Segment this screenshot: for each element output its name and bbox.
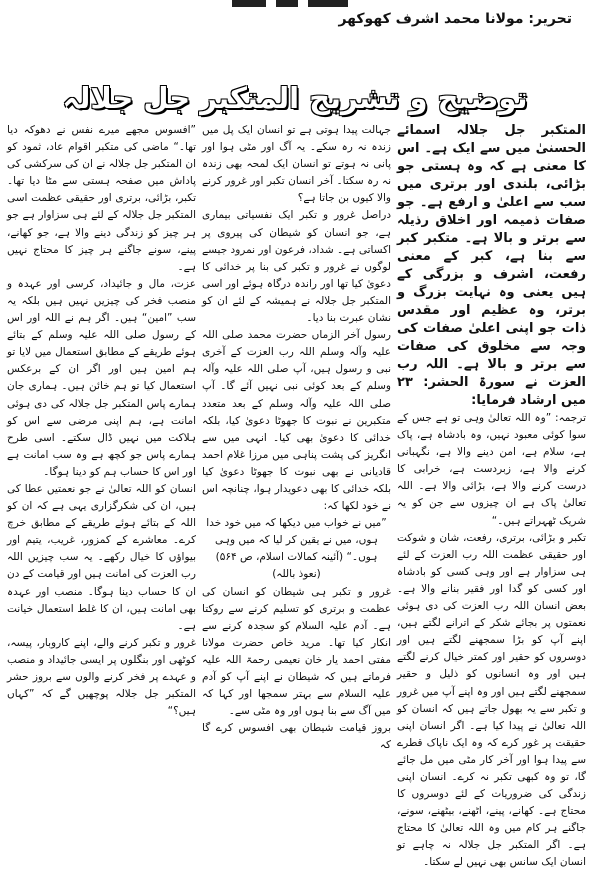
clipped-heading-fragment — [200, 0, 380, 8]
paragraph: دراصل غرور و تکبر ایک نفسیاتی بیماری ہے، جو انسان کو شیطان کی پیروی پر اکساتی ہے۔ شداد، فرعون اور نمرود جیسے لوگوں نے غرور و تکبر کی بنا پر خدائی کا دعویٰ کیا تھا اور راندہ درگاہ ہوئے اور اسی المتکبر جل جلالہ نے ہمیشہ کے لئے ان کو نشان عبرت بنا دیا۔ — [202, 209, 391, 325]
quran-translation: ترجمہ: ”وہ اللہ تعالیٰ وہی تو ہے جس کے سوا کوئی معبود نہیں، وہ بادشاہ ہے، پاک ہے، سلام ہے، امن دینے والا ہے، نگہبانی کرنے والا ہے، زبردست ہے، خرابی کا درست کرنے والا ہے، بڑائی والا ہے۔ اللہ تعالیٰ پاک ہے ان چیزوں سے جن کو یہ شریک ٹھہراتے ہیں۔“ — [397, 412, 586, 527]
paragraph: غرور و تکبر ہی شیطان کو انسان کی عظمت و برتری کو تسلیم کرنے سے روکتا ہے۔ آدم علیہ السلام کو سجدہ کرنے سے انکار کیا تھا۔ مرید خاص حضرت مولانا مفتی احمد یار خان نعیمی رحمۃ اللہ علیہ فرماتے ہیں کہ شیطان نے اپنے آپ کو آدم علیہ السلام سے بہتر سمجھا اور کہا کہ میں آگ سے بنا ہوں اور وہ مٹی سے۔ — [202, 585, 391, 718]
paragraph: انسان کو اللہ تعالیٰ نے جو نعمتیں عطا کی ہیں، ان کی شکرگزاری یہی ہے کہ ان کو اللہ کے بتائے ہوئے طریقے کے مطابق خرچ کرے۔ معاشرے کے کمزور، غریب، یتیم اور بیواؤں کا خیال رکھے۔ یہ سب چیزیں اللہ رب العزت کی امانت ہیں اور قیامت کے دن ان کا حساب دینا ہوگا۔ منصب اور عہدہ بھی امانت ہیں، ان کا غلط استعمال خیانت ہے۔ — [7, 482, 196, 632]
column-right — [397, 122, 586, 869]
paragraph: غرور و تکبر کرنے والے، اپنے کاروبار، پیسہ، کوٹھی اور بنگلوں پر ایسی جائیداد و منصب و عہدے پر فخر کرنے والوں سے بروز حشر المتکبر جل جلالہ پوچھیں گے کہ ”کہاں ہیں؟“ — [7, 636, 196, 718]
paragraph: المتکبر جل جلالہ اسمائے الحسنیٰ میں سے ایک ہے۔ اس کا معنی ہے کہ وہ ہستی جو بڑائی، بلندی اور برتری میں سب سے اعلیٰ و ارفع ہے۔ جو صفات ذمیمہ اور اخلاق رذیلہ سے برتر و بالا ہے۔ متکبر کبر سے بنا ہے، کبر کے معنی رفعت، اشرف و بزرگی کے ہیں یعنی وہ نہایت بزرگ و برتر، وہ عظیم اور مقدس ذات جو اپنی اعلیٰ صفات کی وجہ سے مخلوق کی صفات سے برتر و بالا ہے۔ اللہ رب العزت نے سورۃ الحشر: ۲۳ میں ارشاد فرمایا: — [397, 123, 586, 408]
column-middle — [202, 122, 391, 790]
quotation: ”میں نے خواب میں دیکھا کہ میں خود خدا ہوں، میں نے یقین کر لیا کہ میں وہی ہوں۔“ (آئینہ کمالات اسلام، ص ۵۶۴) — [206, 517, 387, 564]
paragraph: بروز قیامت شیطان بھی افسوس کرے گا کہ — [202, 722, 391, 752]
paragraph: عزت، مال و جائیداد، کرسی اور عہدہ و منصب فخر کی چیزیں نہیں ہیں بلکہ یہ سب ”امین“ ہیں۔ اگر ہم نے اللہ اور اس کے رسول صلی اللہ علیہ وسلم کے بتائے ہوئے طریقے کے مطابق استعمال میں لایا تو ہم امین ہیں اور اگر ان کے برعکس استعمال کیا تو ہم خائن ہیں۔ ہماری جان ہمارے پاس المتکبر جل جلالہ کی دی ہوئی امانت ہے، ہم اپنی مرضی سے اس کو ہلاکت میں نہیں ڈال سکتے۔ اسی طرح ہمارے پاس جو کچھ ہے وہ سب امانت ہے اور اس کا حساب ہم کو دینا ہوگا۔ — [7, 277, 196, 478]
article-title: توضیح و تشریح المتکبر جل جلالہ — [62, 81, 528, 115]
column-left — [7, 122, 196, 790]
paragraph: ”افسوس مجھے میرے نفس نے دھوکہ دیا تھا۔“ ماضی کی متکبر اقوام عاد، ثمود کو ان المتکبر جل جلالہ نے ان کی سرکشی کی پاداش میں صفحہ ہستی سے مٹا دیا تھا۔ تکبر، بڑائی، برتری اور حقیقی عظمت اسی المتکبر جل جلالہ کے لئے ہی سزاوار ہے جو ہر چیز کو زندگی دینے والا ہے، جو کھانے، پینے، سونے جاگنے ہر چیز کا محتاج نہیں ہے۔ — [7, 124, 196, 273]
article-body — [6, 122, 586, 869]
paragraph: رسول آخر الزماں حضرت محمد صلی اللہ علیہ وآلہ وسلم اللہ رب العزت کے آخری نبی و رسول ہیں، آپ صلی اللہ علیہ وآلہ وسلم کے بعد کوئی نبی نہیں آئے گا۔ آپ صلی اللہ علیہ وآلہ وسلم کے بعد متعدد متکبرین نے نبوت کا جھوٹا دعویٰ کیا، بلکہ خدائی کا دعویٰ بھی کیا۔ انہی میں سے انگریز کی پشت پناہی میں مرزا غلام احمد قادیانی نے بھی نبوت کا جھوٹا دعویٰ کیا بلکہ خدائی کا بھی دعویدار ہوا، چنانچہ اس نے خود لکھا کہ: — [202, 329, 391, 513]
quotation-note: (نعوذ باللہ) — [272, 568, 321, 581]
author-byline: تحریر: مولانا محمد اشرف کھوکھر — [338, 11, 572, 27]
paragraph: جہالت پیدا ہوتی ہے تو انسان ایک پل میں زندہ نہ رہ سکے۔ یہ آگ اور مٹی ہوا اور پانی نہ ہوتے تو انسان ایک لمحہ بھی زندہ نہ رہ سکتا۔ آخر انسان تکبر اور غرور کرنے والا کیوں بن جاتا ہے؟ — [202, 124, 391, 205]
paragraph: تکبر و بڑائی، برتری، رفعت، شان و شوکت اور حقیقی عظمت اللہ رب العزت کے لئے ہی سزاوار ہے اور وہی کسی کو بادشاہ اور کسی کو گدا اور فقیر بنانے والا ہے۔ بعض انسان اللہ رب العزت کی دی ہوئی نعمتوں پر بجائے شکر کے اترانے لگتے ہیں، اپنے آپ کو بڑا سمجھنے لگتے ہیں اور دوسروں کو حقیر اور کمتر خیال کرنے لگتے ہیں اور وہ انسانوں کو ذلیل و حقیر سمجھنے لگتے ہیں اور وہ اپنے آپ میں غرور و تکبر سے یہ بھول جاتے ہیں کہ انسان کو اللہ تعالیٰ نے پیدا کیا ہے۔ اگر انسان اپنی حقیقت پر غور کرے کہ وہ ایک ناپاک قطرے سے پیدا ہوا اور آخر کار مٹی میں مل جائے گا، تو وہ کبھی تکبر نہ کرے۔ انسان اپنی زندگی کی ضروریات کے لئے دوسروں کا محتاج ہے۔ کھانے، پینے، اٹھنے، بیٹھنے، سونے، جاگنے ہر کام میں وہ اللہ تعالیٰ کا محتاج ہے۔ اگر المتکبر جل جلالہ نہ چاہے تو انسان ایک سانس بھی نہیں لے سکتا۔ — [397, 531, 586, 869]
